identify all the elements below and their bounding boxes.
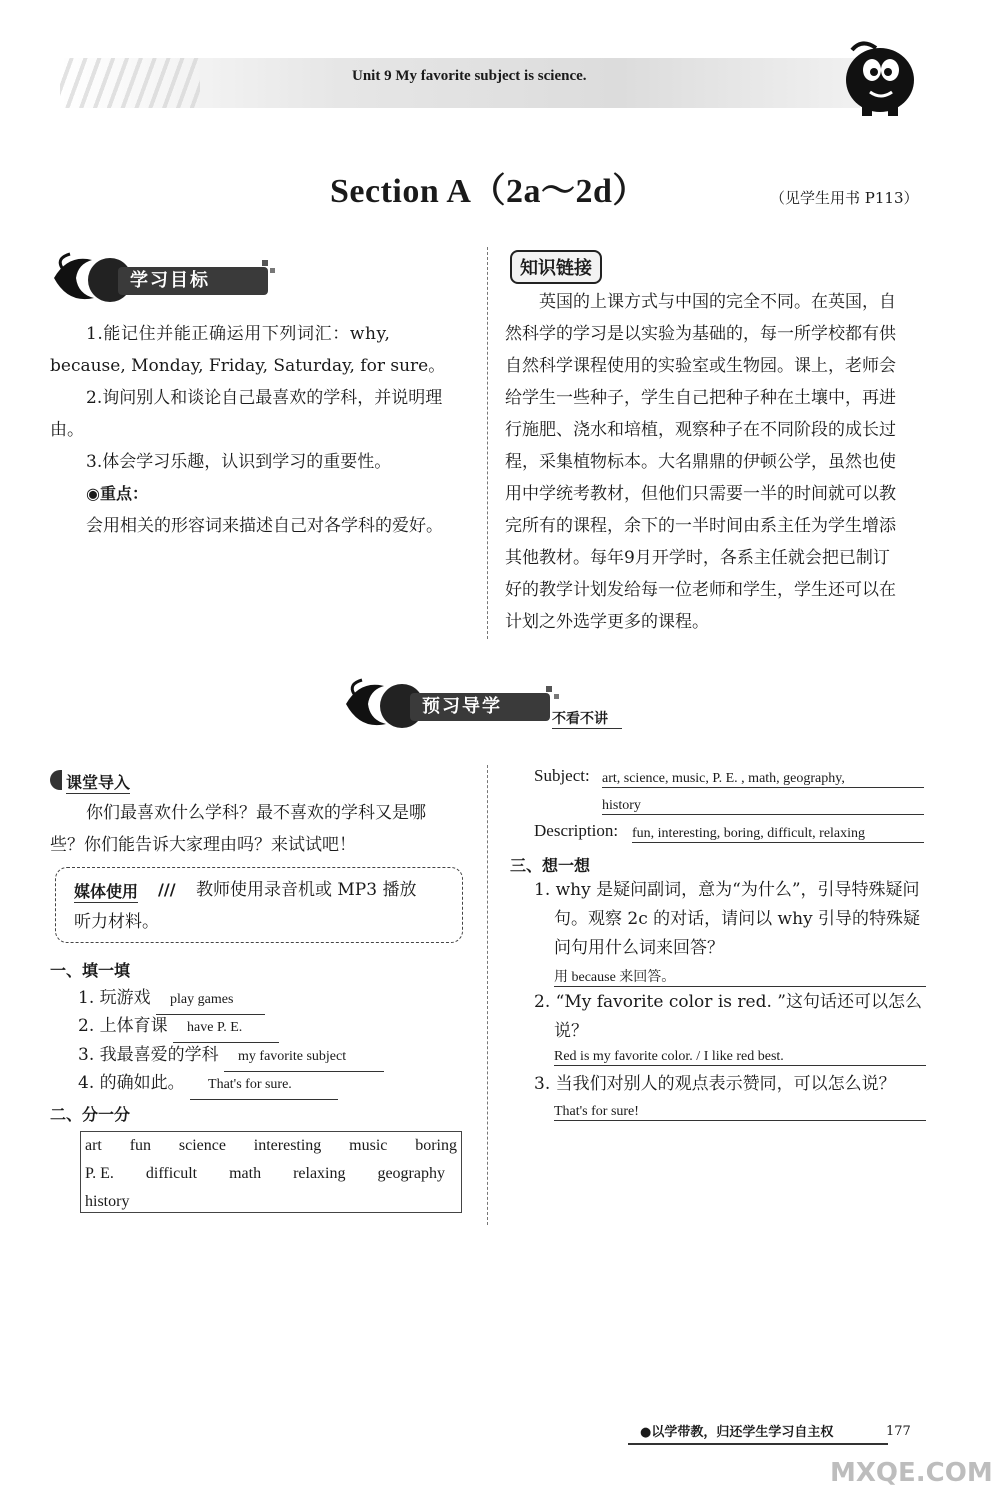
column-divider-bottom <box>487 765 488 1225</box>
fill-item <box>78 1041 384 1072</box>
think-q1 <box>534 876 934 963</box>
fill-heading: 一、填一填 <box>50 961 131 980</box>
subject-answer-2: history <box>602 798 924 815</box>
knowledge-line: 英国的上课方式与中国的完全不同。在英国，自 <box>539 292 896 312</box>
learning-goals <box>50 318 470 542</box>
fill-prompt: 3. 我最喜爱的学科 <box>78 1045 219 1065</box>
media-slashes: /// <box>158 880 176 899</box>
fill-answer: have P. E. <box>173 1014 279 1043</box>
reference-note: （见学生用书 P113） <box>770 189 919 207</box>
word-row-3 <box>85 1188 457 1216</box>
goal-1-line-b: because, Monday, Friday, Saturday, for sure。 <box>50 356 446 376</box>
answer-2: Red is my favorite color. / I like red best. <box>554 1049 926 1066</box>
goal-1-line-a: 1.能记住并能正确运用下列词汇：why, <box>86 324 391 344</box>
intro-label: 课堂导入 <box>66 770 130 794</box>
knowledge-text <box>505 286 935 638</box>
fill-prompt: 4. 的确如此。 <box>78 1073 185 1093</box>
fill-answer: play games <box>156 986 265 1015</box>
fill-item <box>78 1012 279 1043</box>
answer-1: 用 because 来回答。 <box>554 966 926 987</box>
fill-prompt: 2. 上体育课 <box>78 1016 168 1036</box>
preview-note: 不看不讲 <box>552 708 622 729</box>
sort-heading: 二、分一分 <box>50 1105 131 1124</box>
goal-2-line-a: 2.询问别人和谈论自己最喜欢的学科，并说明理 <box>86 388 443 408</box>
section-title: Section A（2a～2d） <box>330 173 647 210</box>
think-q2 <box>534 988 934 1046</box>
word: relaxing <box>293 1165 346 1182</box>
intro-text <box>50 797 470 861</box>
knowledge-link-label: 知识链接 <box>510 250 602 284</box>
key-point-label: ◉重点： <box>86 484 148 503</box>
header-decoration <box>60 58 200 108</box>
q1-line: 句。观察 2c 的对话，请问以 why 引导的特殊疑 <box>554 909 921 929</box>
think-heading: 三、想一想 <box>510 856 591 875</box>
fill-prompt: 1. 玩游戏 <box>78 988 151 1008</box>
q1-line: 问句用什么词来回答？ <box>554 938 724 958</box>
answer-3: That's for sure! <box>554 1104 926 1121</box>
knowledge-line: 其他教材。每年9月开学时，各系主任就会把已制订 <box>505 548 890 568</box>
intro-line-1: 你们最喜欢什么学科？最不喜欢的学科又是哪 <box>86 803 426 823</box>
intro-marker <box>50 770 62 790</box>
knowledge-line: 自然科学课程使用的实验室或生物园。课上，老师会 <box>505 356 896 376</box>
fill-item <box>78 984 265 1015</box>
page-number: 177 <box>886 1424 911 1439</box>
mascot-icon <box>832 36 924 118</box>
word-row-2 <box>85 1160 457 1188</box>
key-point-text: 会用相关的形容词来描述自己对各学科的爱好。 <box>86 516 443 536</box>
intro-line-2: 些？你们能告诉大家理由吗？来试试吧！ <box>50 835 356 855</box>
knowledge-line: 程，采集植物标本。大名鼎鼎的伊顿公学，虽然也使 <box>505 452 896 472</box>
word-box <box>80 1131 462 1213</box>
think-q3: 3. 当我们对别人的观点表示赞同，可以怎么说？ <box>534 1074 896 1094</box>
footer-slogan: ●以学带教，归还学生学习自主权 <box>640 1425 834 1440</box>
footer-line <box>628 1443 888 1445</box>
word: music <box>349 1137 388 1154</box>
knowledge-line: 然科学的学习是以实验为基础的，每一所学校都有供 <box>505 324 896 344</box>
knowledge-line: 好的教学计划发给每一位老师和学生，学生还可以在 <box>505 580 896 600</box>
goal-2-line-b: 由。 <box>50 420 84 440</box>
word: difficult <box>145 1165 198 1182</box>
q2-line: 2. “My favorite color is red. ”这句话还可以怎么 <box>534 992 922 1012</box>
q1-line: 1. why 是疑问副词，意为“为什么”，引导特殊疑问 <box>534 880 920 900</box>
media-line-2: 听力材料。 <box>74 912 159 932</box>
subject-label: Subject: <box>534 766 590 785</box>
word: art <box>85 1137 102 1154</box>
goal-3: 3.体会学习乐趣，认识到学习的重要性。 <box>86 452 392 472</box>
unit-title: Unit 9 My favorite subject is science. <box>352 68 587 84</box>
fill-answer: my favorite subject <box>224 1043 384 1072</box>
word-row-1 <box>85 1132 457 1160</box>
knowledge-line: 用中学统考教材，但他们只需要一半的时间就可以教 <box>505 484 896 504</box>
knowledge-line: 完所有的课程，余下的一半时间由系主任为学生增添 <box>505 516 896 536</box>
description-label: Description: <box>534 821 619 840</box>
word: history <box>85 1193 130 1210</box>
fill-item <box>78 1069 338 1100</box>
subject-answer-1: art, science, music, P. E. , math, geography, <box>602 771 924 788</box>
watermark: MXQE.COM <box>830 1458 993 1488</box>
knowledge-line: 计划之外选学更多的课程。 <box>505 612 709 632</box>
fill-answer: That's for sure. <box>190 1071 338 1100</box>
word: boring <box>415 1137 457 1154</box>
word: P. E. <box>85 1165 114 1182</box>
description-answer: fun, interesting, boring, difficult, relaxing <box>632 826 924 843</box>
knowledge-line: 给学生一些种子，学生自己把种子种在土壤中，再进 <box>505 388 896 408</box>
column-divider-top <box>487 247 488 639</box>
preview-label: 预习导学 <box>422 696 502 717</box>
word: fun <box>129 1137 152 1154</box>
word: science <box>178 1137 226 1154</box>
knowledge-line: 行施肥、浇水和培植，观察种子在不同阶段的成长过 <box>505 420 896 440</box>
media-line-1: 教师使用录音机或 MP3 播放 <box>196 880 417 900</box>
media-label: 媒体使用 <box>74 879 138 903</box>
q2-line: 说？ <box>554 1021 588 1041</box>
word: geography <box>377 1165 445 1182</box>
word: interesting <box>253 1137 322 1154</box>
learning-goals-label: 学习目标 <box>130 270 210 291</box>
word: math <box>229 1165 262 1182</box>
